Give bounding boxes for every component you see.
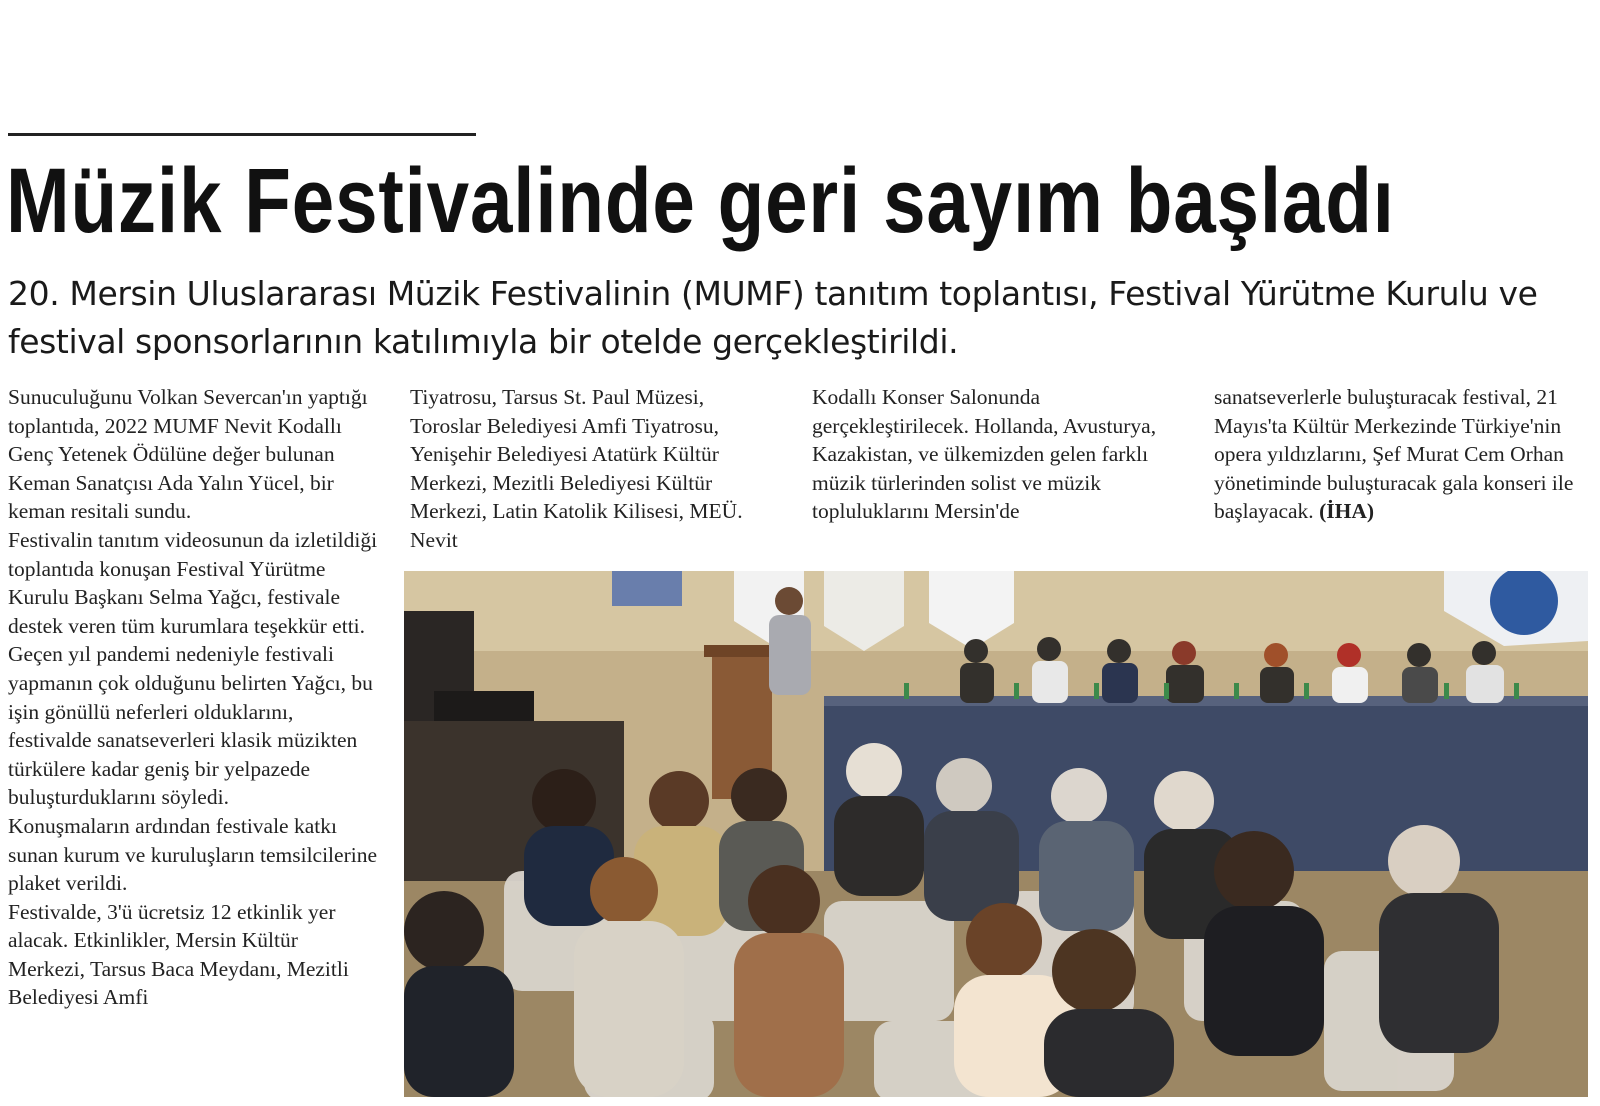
top-rule [8, 133, 476, 136]
article-column-3 [812, 383, 1182, 526]
article-column-2 [410, 383, 780, 555]
paragraph [1214, 383, 1584, 526]
article-column-1 [8, 383, 378, 1012]
press-conference-photo [404, 571, 1588, 1097]
deck-subheadline: 20. Mersin Uluslararası Müzik Festivalinin (MUMF) tanıtım toplantısı, Festival Yürütme Kurulu ve festival sponsorlarının katılımıyla bir otelde gerçekleştirildi. [8, 274, 1538, 361]
headline: Müzik Festivalinde geri sayım başladı [6, 150, 1395, 252]
paragraph: Konuşmaların ardından festivale katkı sunan kurum ve kuruluşların temsilcilerine plaket verildi. [8, 813, 377, 896]
article-column-4 [1214, 383, 1584, 526]
paragraph: Festivalde, 3'ü ücretsiz 12 etkinlik yer alacak. Etkinlikler, Mersin Kültür Merkezi, Tarsus Baca Meydanı, Mezitli Belediyesi Amfi [8, 899, 349, 1010]
paragraph-text: sanatseverlerle buluşturacak festival, 21 Mayıs'ta Kültür Merkezinde Türkiye'nin opera yıldızlarını, Şef Murat Cem Orhan yönetiminde buluşturacak gala konseri ile başlayacak. [1214, 385, 1574, 524]
paragraph: Kodallı Konser Salonunda gerçekleştirilecek. Hollanda, Avusturya, Kazakistan, ve ülkemizden gelen farklı müzik türlerinden solist ve müzik topluluklarını Mersin'de [812, 385, 1157, 524]
news-agency-credit: (İHA) [1319, 499, 1374, 524]
paragraph: Tiyatrosu, Tarsus St. Paul Müzesi, Toroslar Belediyesi Amfi Tiyatrosu, Yenişehir Belediyesi Atatürk Kültür Merkezi, Mezitli Belediyesi Kültür Merkezi, Latin Katolik Kilisesi, MEÜ. Nevit [410, 385, 743, 552]
paragraph: Festivalin tanıtım videosunun da izletildiği toplantıda konuşan Festival Yürütme Kurulu Başkanı Selma Yağcı, festivale destek veren tüm kurumlara teşekkür etti. Geçen yıl pandemi nedeniyle festivali yapmanın çok olduğunu belirten Yağcı, bu işin gönüllü neferleri olduklarını, festivalde sanatseverleri klasik müzikten türkülere kadar geniş bir yelpazede buluşturduklarını söyledi. [8, 527, 378, 810]
paragraph: Sunuculuğunu Volkan Severcan'ın yaptığı toplantıda, 2022 MUMF Nevit Kodallı Genç Yetenek Ödülüne değer bulunan Keman Sanatçısı Ada Yalın Yücel, bir keman resitali sundu. [8, 385, 368, 524]
